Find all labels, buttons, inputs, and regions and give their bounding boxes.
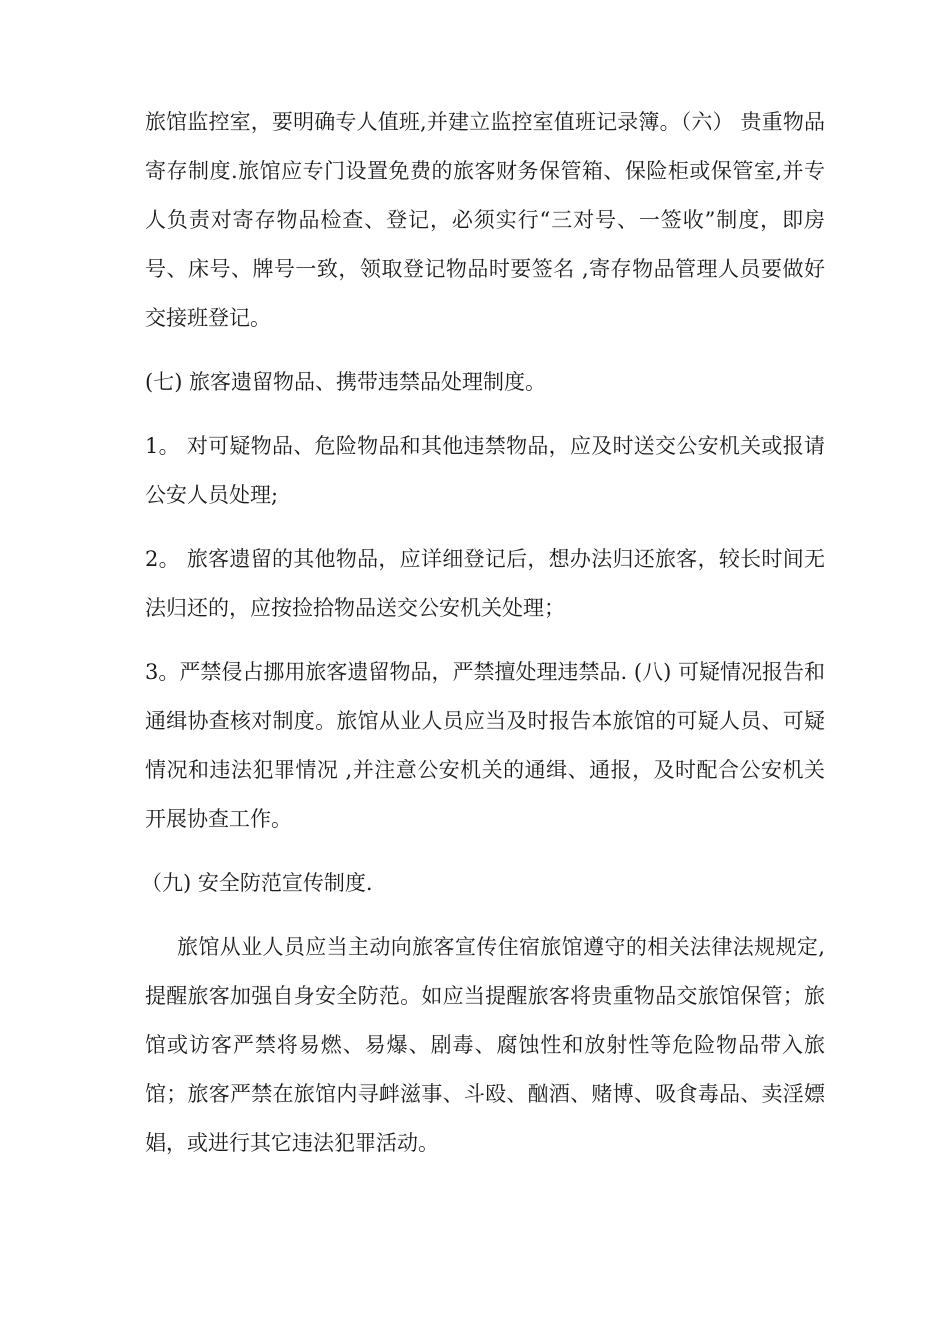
paragraph-safety-promotion: 旅馆从业人员应当主动向旅客宣传住宿旅馆遵守的相关法律法规规定,提醒旅客加强自身安全防范。如应当提醒旅客将贵重物品交旅馆保管；旅馆或访客严禁将易燃、易爆、剧毒、腐蚀性和放射性等危险物品带入旅馆；旅客严禁在旅馆内寻衅滋事、斗殴、酗酒、赌博、吸食毒品、卖淫嫖娼，或进行其它违法犯罪活动。 [145,935,825,1155]
list-item-2: 2。 旅客遗留的其他物品，应详细登记后，想办法归还旅客，较长时间无法归还的，应按捡拾物品送交公安机关处理； [145,547,825,620]
list-item-3: 3。严禁侵占挪用旅客遗留物品，严禁擅处理违禁品. (八) 可疑情况报告和通缉协查核对制度。旅馆从业人员应当及时报告本旅馆的可疑人员、可疑情况和违法犯罪情况 ,并注意公安机关的通缉、通报，及时配合公安机关开展协查工作。 [145,660,825,831]
heading-lost-items-policy: (七) 旅客遗留物品、携带违禁品处理制度。 [145,370,547,394]
list-item-1: 1。 对可疑物品、危险物品和其他违禁物品，应及时送交公安机关或报请公安人员处理; [145,434,825,507]
paragraph-monitoring-and-storage: 旅馆监控室，要明确专人值班,并建立监控室值班记录簿。（六） 贵重物品寄存制度.旅馆应专门设置免费的旅客财务保管箱、保险柜或保管室,并专人负责对寄存物品检查、登记，必须实行“三对号、一签收”制度，即房号、床号、牌号一致，领取登记物品时要签名 ,寄存物品管理人员要做好交接班登记。 [145,110,825,330]
document-body [141,98,825,1183]
heading-safety-promotion: （九) 安全防范宣传制度. [141,871,373,895]
